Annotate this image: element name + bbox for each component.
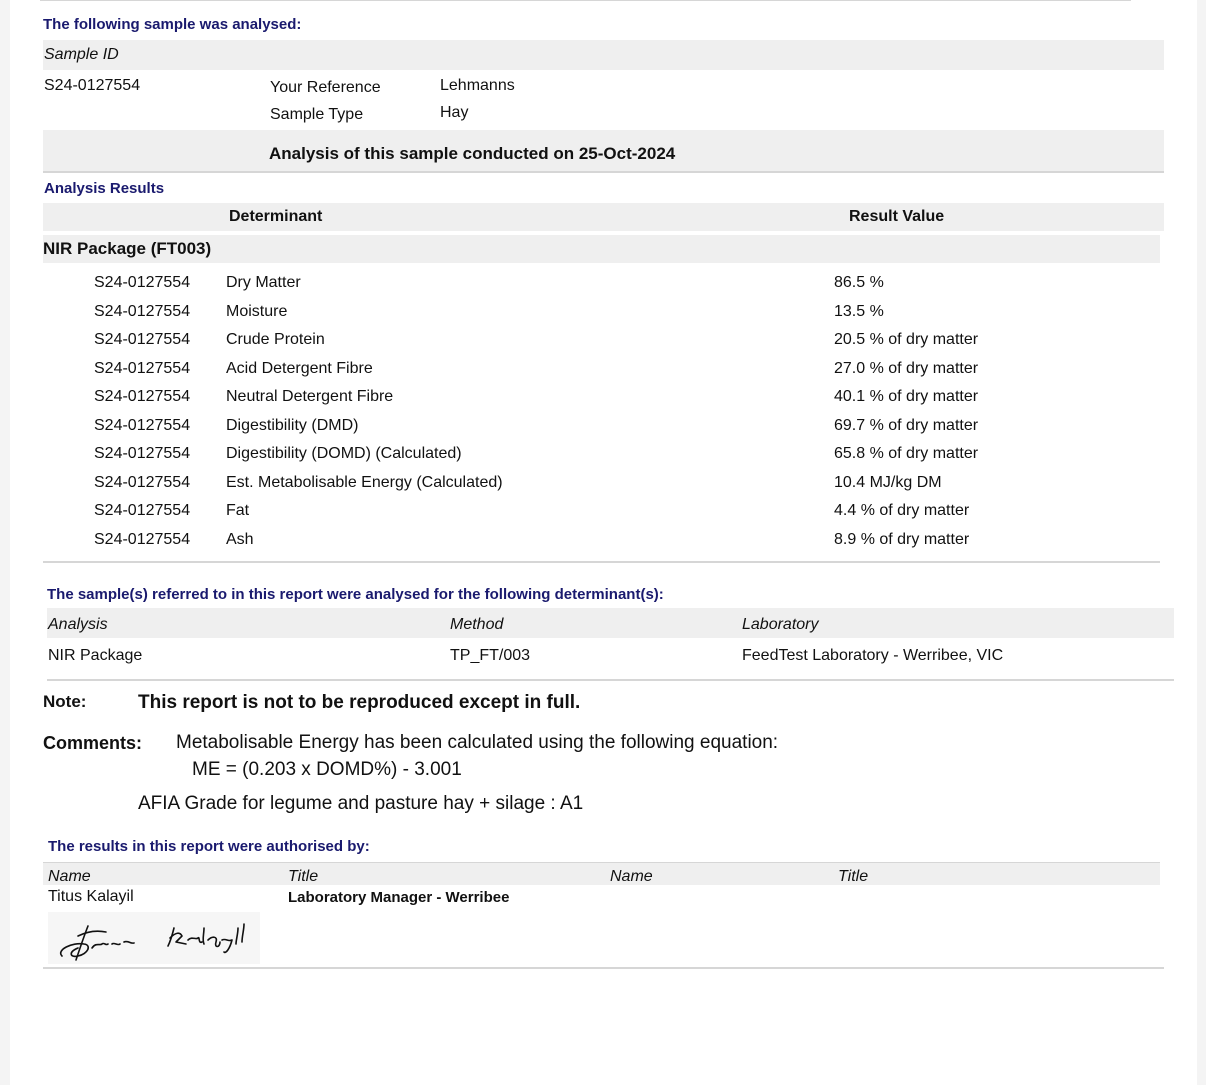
row-sample-id: S24-0127554 bbox=[94, 502, 191, 519]
row-sample-id: S24-0127554 bbox=[94, 530, 191, 548]
row-result-value: 69.7 % of dry matter bbox=[834, 416, 979, 434]
row-determinant: Neutral Detergent Fibre bbox=[226, 388, 394, 405]
package-title: NIR Package (FT003) bbox=[43, 239, 212, 258]
comment-line-3: AFIA Grade for legume and pasture hay + silage : A1 bbox=[138, 793, 584, 814]
row-sample-id: S24-0127554 bbox=[94, 416, 191, 434]
signature-image bbox=[48, 912, 260, 964]
your-reference-label: Your Reference bbox=[270, 79, 381, 96]
row-sample-id: S24-0127554 bbox=[94, 473, 191, 491]
row-result-value: 86.5 % bbox=[834, 274, 884, 291]
results-header-band bbox=[43, 203, 1164, 231]
row-sample-id: S24-0127554 bbox=[94, 274, 191, 291]
sample-type-value: Hay bbox=[440, 104, 469, 121]
laboratory-value: FeedTest Laboratory - Werribee, VIC bbox=[742, 647, 1004, 664]
methods-header-band bbox=[47, 608, 1174, 638]
table-row bbox=[10, 502, 1197, 530]
row-result-value: 40.1 % of dry matter bbox=[834, 388, 979, 405]
row-sample-id: S24-0127554 bbox=[94, 359, 191, 377]
methods-section-heading: The sample(s) referred to in this report were analysed for the following determinant(s): bbox=[47, 586, 664, 603]
method-value: TP_FT/003 bbox=[450, 647, 531, 664]
authorisation-bottom-rule bbox=[43, 967, 1164, 969]
method-column-header: Method bbox=[450, 616, 504, 633]
row-determinant: Digestibility (DOMD) (Calculated) bbox=[226, 445, 462, 462]
table-row bbox=[10, 445, 1197, 473]
row-sample-id: S24-0127554 bbox=[94, 302, 191, 320]
authoriser-title: Laboratory Manager - Werribee bbox=[288, 889, 510, 906]
table-row bbox=[10, 417, 1197, 445]
row-determinant: Moisture bbox=[226, 302, 288, 320]
table-row bbox=[10, 360, 1197, 388]
row-result-value: 4.4 % of dry matter bbox=[834, 502, 970, 519]
sample-type-label: Sample Type bbox=[270, 106, 364, 123]
sample-id-label: Sample ID bbox=[44, 46, 119, 63]
comment-line-2: ME = (0.203 x DOMD%) - 3.001 bbox=[192, 759, 462, 780]
your-reference-value: Lehmanns bbox=[440, 77, 515, 94]
comments-label: Comments: bbox=[43, 733, 143, 753]
row-result-value: 20.5 % of dry matter bbox=[834, 331, 979, 348]
methods-bottom-rule bbox=[47, 679, 1174, 681]
top-rule bbox=[40, 0, 1131, 1]
auth-name-column-header-2: Name bbox=[610, 868, 653, 885]
table-row bbox=[10, 531, 1197, 559]
row-determinant: Crude Protein bbox=[226, 331, 325, 348]
row-sample-id: S24-0127554 bbox=[94, 388, 191, 405]
analysis-column-header: Analysis bbox=[48, 616, 108, 633]
row-determinant: Fat bbox=[226, 502, 250, 519]
authorisation-header-band bbox=[43, 863, 1160, 885]
sample-id-header-band bbox=[43, 40, 1164, 70]
row-result-value: 13.5 % bbox=[834, 302, 884, 320]
results-bottom-rule bbox=[43, 561, 1160, 563]
results-section-heading: Analysis Results bbox=[44, 180, 165, 197]
sample-section-heading: The following sample was analysed: bbox=[43, 16, 302, 33]
determinant-column-header: Determinant bbox=[229, 208, 323, 225]
auth-title-column-header-2: Title bbox=[838, 868, 869, 885]
sample-id-value: S24-0127554 bbox=[44, 77, 141, 94]
report-page bbox=[10, 0, 1197, 1085]
row-determinant: Ash bbox=[226, 530, 254, 548]
result-value-column-header: Result Value bbox=[849, 208, 945, 225]
comment-line-1: Metabolisable Energy has been calculated using the following equation: bbox=[176, 732, 779, 753]
table-row bbox=[10, 331, 1197, 359]
table-row bbox=[10, 474, 1197, 502]
row-result-value: 8.9 % of dry matter bbox=[834, 530, 970, 548]
analysis-date-rule bbox=[43, 171, 1164, 173]
note-label: Note: bbox=[43, 692, 87, 711]
row-determinant: Acid Detergent Fibre bbox=[226, 359, 373, 377]
analysis-value: NIR Package bbox=[48, 647, 143, 664]
table-row bbox=[10, 388, 1197, 416]
table-row bbox=[10, 274, 1197, 302]
laboratory-column-header: Laboratory bbox=[742, 616, 819, 633]
row-sample-id: S24-0127554 bbox=[94, 331, 191, 348]
authorisation-heading: The results in this report were authorised by: bbox=[48, 838, 370, 855]
row-sample-id: S24-0127554 bbox=[94, 445, 191, 462]
analysis-date-text: Analysis of this sample conducted on 25-Oct-2024 bbox=[269, 144, 676, 163]
row-determinant: Dry Matter bbox=[226, 274, 301, 291]
authoriser-name: Titus Kalayil bbox=[48, 888, 134, 905]
row-determinant: Est. Metabolisable Energy (Calculated) bbox=[226, 473, 503, 491]
row-result-value: 65.8 % of dry matter bbox=[834, 445, 979, 462]
row-determinant: Digestibility (DMD) bbox=[226, 416, 359, 434]
auth-title-column-header-1: Title bbox=[288, 868, 319, 885]
row-result-value: 27.0 % of dry matter bbox=[834, 359, 979, 377]
note-text: This report is not to be reproduced except in full. bbox=[138, 692, 581, 713]
table-row bbox=[10, 303, 1197, 331]
auth-name-column-header-1: Name bbox=[48, 868, 91, 885]
row-result-value: 10.4 MJ/kg DM bbox=[834, 473, 942, 491]
